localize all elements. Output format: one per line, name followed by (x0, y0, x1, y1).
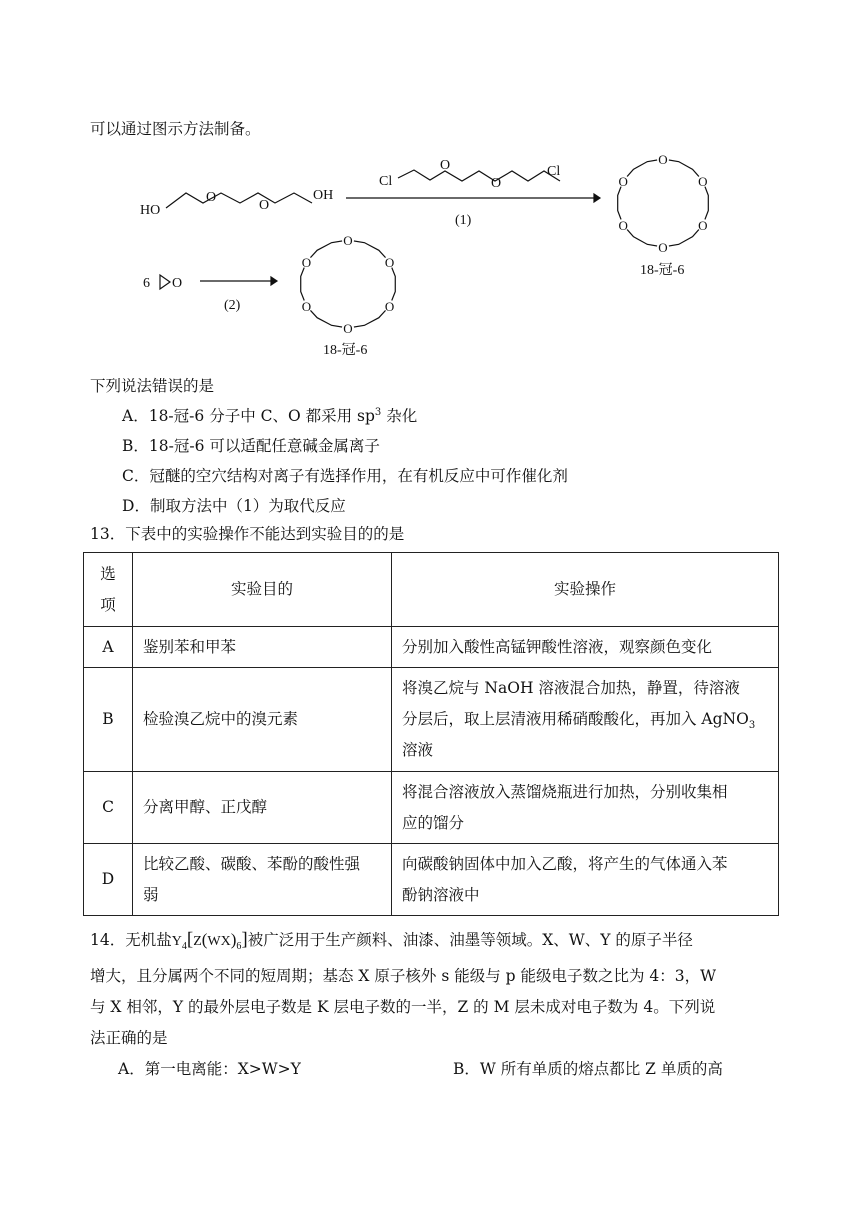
header-option: 选 项 (84, 553, 133, 627)
row-purpose: 检验溴乙烷中的溴元素 (133, 668, 392, 772)
step2-coefficient: 6 (143, 276, 150, 291)
crown-ring (301, 240, 396, 328)
q12-option-d: D．制取方法中（1）为取代反应 (122, 497, 346, 515)
q12-option-c: C．冠醚的空穴结构对离子有选择作用，在有机反应中可作催化剂 (122, 467, 568, 485)
product-name-2: 18-冠-6 (323, 343, 368, 358)
row-option: C (84, 772, 133, 844)
oxygen-atom-label: O (698, 174, 708, 189)
epoxide-ring (160, 275, 170, 289)
q14-option-b: B．W 所有单质的熔点都比 Z 单质的高 (453, 1060, 723, 1078)
intro-text: 可以通过图示方法制备。 (90, 120, 261, 138)
oxygen-atom-label: O (618, 174, 628, 189)
table-row (84, 844, 779, 916)
ho-label: HO (140, 203, 161, 218)
header-operation: 实验操作 (392, 553, 779, 627)
row-purpose: 鉴别苯和甲苯 (133, 627, 392, 668)
oxygen-atom-label: O (301, 255, 312, 270)
row-option: B (84, 668, 133, 772)
epoxide-o: O (172, 276, 183, 291)
header-purpose: 实验目的 (133, 553, 392, 627)
oxygen-atom-label: O (301, 299, 312, 314)
crown-ring (618, 159, 709, 247)
row-purpose: 比较乙酸、碳酸、苯酚的酸性强 弱 (133, 844, 392, 916)
step2-label: (2) (224, 298, 241, 313)
row-operation: 将混合溶液放入蒸馏烧瓶进行加热，分别收集相 应的馏分 (392, 772, 779, 844)
q14-line3: 与 X 相邻，Y 的最外层电子数是 K 层电子数的一半，Z 的 M 层未成对电子数为 4。下列说 (90, 998, 716, 1016)
o-label: O (491, 176, 502, 191)
row-option: D (84, 844, 133, 916)
o-label: O (440, 158, 451, 173)
dichloro-chain (398, 170, 560, 181)
oxygen-atom-label: O (343, 233, 353, 248)
cl-label: Cl (547, 164, 561, 179)
q13-stem: 13．下表中的实验操作不能达到实验目的的是 (90, 525, 405, 543)
q14-line4: 法正确的是 (90, 1029, 168, 1047)
o-label: O (259, 198, 270, 213)
q14-option-a: A．第一电离能：X>W>Y (118, 1060, 301, 1078)
q12-option-a: A．18-冠-6 分子中 C、O 都采用 $sp^3$ 杂化 (122, 406, 418, 425)
q12-option-b: B．18-冠-6 可以适配任意碱金属离子 (122, 437, 380, 455)
row-operation: 将溴乙烷与 NaOH 溶液混合加热，静置，待溶液 分层后，取上层清液用稀硝酸酸化，再加入 AgNO$_3$ 溶液 (392, 668, 779, 772)
oxygen-atom-label: O (618, 218, 628, 233)
o-label: O (206, 190, 217, 205)
table-row (84, 627, 779, 668)
oxygen-atom-label: O (698, 218, 708, 233)
glycol-chain (166, 193, 312, 208)
oxygen-atom-label: O (343, 321, 353, 336)
row-operation: 向碳酸钠固体中加入乙酸，将产生的气体通入苯 酚钠溶液中 (392, 844, 779, 916)
experiment-table (83, 552, 779, 916)
table-row (84, 668, 779, 772)
oh-label: OH (313, 188, 334, 203)
q14-line1: 14．无机盐$Y_4[Z(WX)_6]$被广泛用于生产颜料、油漆、油墨等领域。X、W、Y 的原子半径 (90, 929, 693, 952)
table-row (84, 772, 779, 844)
cl-label: Cl (379, 174, 393, 189)
oxygen-atom-label: O (658, 152, 668, 167)
product-name-1: 18-冠-6 (640, 263, 685, 278)
q14-line2: 增大，且分属两个不同的短周期；基态 X 原子核外 s 能级与 p 能级电子数之比为 4：3，W (90, 967, 717, 985)
step1-label: (1) (455, 213, 472, 228)
oxygen-atom-label: O (658, 240, 668, 255)
q12-stem: 下列说法错误的是 (90, 377, 215, 395)
table-header-row (84, 553, 779, 627)
reaction-scheme (0, 0, 860, 370)
q14-formula: $Y_4[Z(WX)_6]$ (171, 929, 248, 952)
row-option: A (84, 627, 133, 668)
oxygen-atom-label: O (384, 255, 395, 270)
row-operation: 分别加入酸性高锰钾酸性溶液，观察颜色变化 (392, 627, 779, 668)
oxygen-atom-label: O (384, 299, 395, 314)
row-purpose: 分离甲醇、正戊醇 (133, 772, 392, 844)
